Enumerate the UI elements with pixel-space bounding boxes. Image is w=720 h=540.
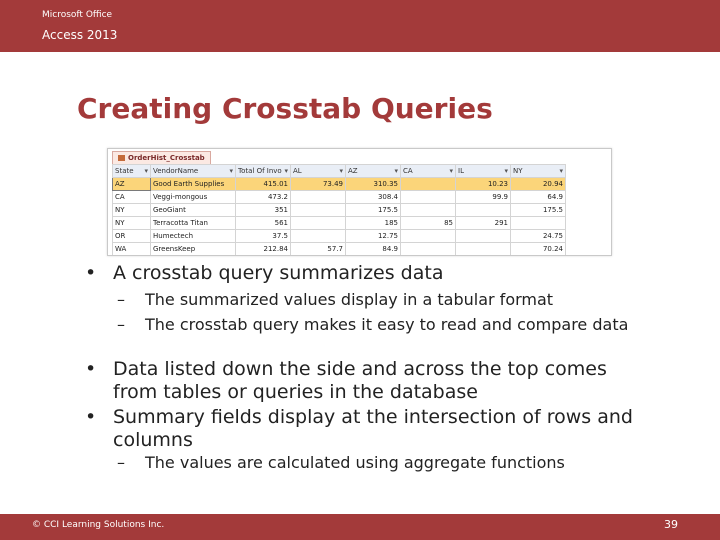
cell[interactable]: 57.7 bbox=[291, 243, 346, 256]
cell[interactable]: 415.01 bbox=[236, 178, 291, 191]
dropdown-arrow-icon: ▾ bbox=[284, 167, 288, 175]
cell[interactable] bbox=[401, 243, 456, 256]
bullet-item bbox=[85, 358, 653, 404]
header-row bbox=[113, 165, 566, 178]
cell[interactable] bbox=[456, 204, 511, 217]
cell[interactable] bbox=[456, 230, 511, 243]
cell[interactable]: 64.9 bbox=[511, 191, 566, 204]
cell[interactable]: 175.5 bbox=[346, 204, 401, 217]
header-band bbox=[0, 0, 720, 52]
cell[interactable]: WA bbox=[113, 243, 151, 256]
cell[interactable]: 99.9 bbox=[456, 191, 511, 204]
crosstab-screenshot bbox=[107, 148, 612, 256]
col-header: AL ▾ bbox=[291, 165, 346, 178]
dropdown-arrow-icon: ▾ bbox=[449, 167, 453, 175]
bullet-item bbox=[85, 262, 673, 285]
cell[interactable]: Humectech bbox=[151, 230, 236, 243]
table-row[interactable] bbox=[113, 204, 566, 217]
cell[interactable] bbox=[291, 230, 346, 243]
cell[interactable] bbox=[401, 230, 456, 243]
cell[interactable]: 70.24 bbox=[511, 243, 566, 256]
product-label: Access 2013 bbox=[42, 28, 118, 42]
query-tab bbox=[112, 151, 211, 164]
dropdown-arrow-icon: ▾ bbox=[394, 167, 398, 175]
cell[interactable]: 10.23 bbox=[456, 178, 511, 191]
cell[interactable] bbox=[511, 217, 566, 230]
col-header: NY ▾ bbox=[511, 165, 566, 178]
dash-glyph: – bbox=[117, 290, 125, 309]
dash-glyph: – bbox=[117, 315, 125, 334]
table-row[interactable] bbox=[113, 191, 566, 204]
cell[interactable]: 308.4 bbox=[346, 191, 401, 204]
cell[interactable] bbox=[456, 243, 511, 256]
table-row[interactable] bbox=[113, 243, 566, 256]
cell[interactable]: 310.35 bbox=[346, 178, 401, 191]
bullet-glyph: • bbox=[85, 358, 97, 380]
cell[interactable] bbox=[291, 204, 346, 217]
col-header: IL ▾ bbox=[456, 165, 511, 178]
cell[interactable] bbox=[291, 217, 346, 230]
cell[interactable]: NY bbox=[113, 217, 151, 230]
sub-bullet-item bbox=[117, 290, 665, 310]
table-row[interactable] bbox=[113, 230, 566, 243]
bullet-text: A crosstab query summarizes data bbox=[113, 262, 444, 284]
cell[interactable]: NY bbox=[113, 204, 151, 217]
cell[interactable] bbox=[291, 191, 346, 204]
bullet-text: Summary fields display at the intersection of rows and columns bbox=[113, 406, 633, 451]
cell[interactable]: 473.2 bbox=[236, 191, 291, 204]
dropdown-arrow-icon: ▾ bbox=[144, 167, 148, 175]
cell[interactable]: 73.49 bbox=[291, 178, 346, 191]
table-row[interactable] bbox=[113, 178, 566, 191]
cell[interactable]: 291 bbox=[456, 217, 511, 230]
sub-bullet-item bbox=[117, 453, 665, 473]
sub-bullet-text: The values are calculated using aggregate functions bbox=[145, 453, 565, 472]
cell[interactable]: OR bbox=[113, 230, 151, 243]
col-header: State ▾ bbox=[113, 165, 151, 178]
brand-label: Microsoft Office bbox=[42, 10, 113, 20]
cell[interactable]: 12.75 bbox=[346, 230, 401, 243]
dropdown-arrow-icon: ▾ bbox=[559, 167, 563, 175]
cell[interactable]: 212.84 bbox=[236, 243, 291, 256]
bullet-glyph: • bbox=[85, 406, 97, 428]
cell[interactable]: Veggi-mongous bbox=[151, 191, 236, 204]
col-header: VendorName ▾ bbox=[151, 165, 236, 178]
dropdown-arrow-icon: ▾ bbox=[229, 167, 233, 175]
bullet-text: Data listed down the side and across the top comes from tables or queries in the database bbox=[113, 358, 607, 403]
dropdown-arrow-icon: ▾ bbox=[339, 167, 343, 175]
sub-bullet-text: The summarized values display in a tabular format bbox=[145, 290, 554, 309]
cell[interactable]: Terracotta Titan bbox=[151, 217, 236, 230]
col-header: AZ ▾ bbox=[346, 165, 401, 178]
bullet-glyph: • bbox=[85, 262, 97, 284]
slide-title: Creating Crosstab Queries bbox=[77, 92, 493, 125]
bullet-item bbox=[85, 406, 653, 452]
dash-glyph: – bbox=[117, 453, 125, 472]
sub-bullet-item bbox=[117, 315, 665, 335]
cell[interactable]: CA bbox=[113, 191, 151, 204]
cell[interactable]: 561 bbox=[236, 217, 291, 230]
page-number: 39 bbox=[664, 518, 678, 531]
sub-bullet-text: The crosstab query makes it easy to read and compare data bbox=[145, 315, 629, 334]
cell[interactable]: GreensKeep bbox=[151, 243, 236, 256]
cell[interactable]: AZ bbox=[113, 178, 151, 191]
dropdown-arrow-icon: ▾ bbox=[504, 167, 508, 175]
cell[interactable] bbox=[401, 191, 456, 204]
cell[interactable]: 85 bbox=[401, 217, 456, 230]
cell[interactable]: 84.9 bbox=[346, 243, 401, 256]
footer-copyright: © CCI Learning Solutions Inc. bbox=[32, 520, 165, 530]
cell[interactable]: GeoGiant bbox=[151, 204, 236, 217]
cell[interactable]: 185 bbox=[346, 217, 401, 230]
query-tab-label: OrderHist_Crosstab bbox=[128, 154, 205, 162]
cell[interactable]: Good Earth Supplies bbox=[151, 178, 236, 191]
crosstab-grid bbox=[112, 164, 566, 256]
cell[interactable] bbox=[401, 178, 456, 191]
cell[interactable]: 20.94 bbox=[511, 178, 566, 191]
col-header: Total Of Invo ▾ bbox=[236, 165, 291, 178]
col-header: CA ▾ bbox=[401, 165, 456, 178]
cell[interactable]: 175.5 bbox=[511, 204, 566, 217]
cell[interactable]: 351 bbox=[236, 204, 291, 217]
cell[interactable]: 24.75 bbox=[511, 230, 566, 243]
table-row[interactable] bbox=[113, 217, 566, 230]
cell[interactable]: 37.5 bbox=[236, 230, 291, 243]
query-icon bbox=[118, 155, 125, 161]
cell[interactable] bbox=[401, 204, 456, 217]
